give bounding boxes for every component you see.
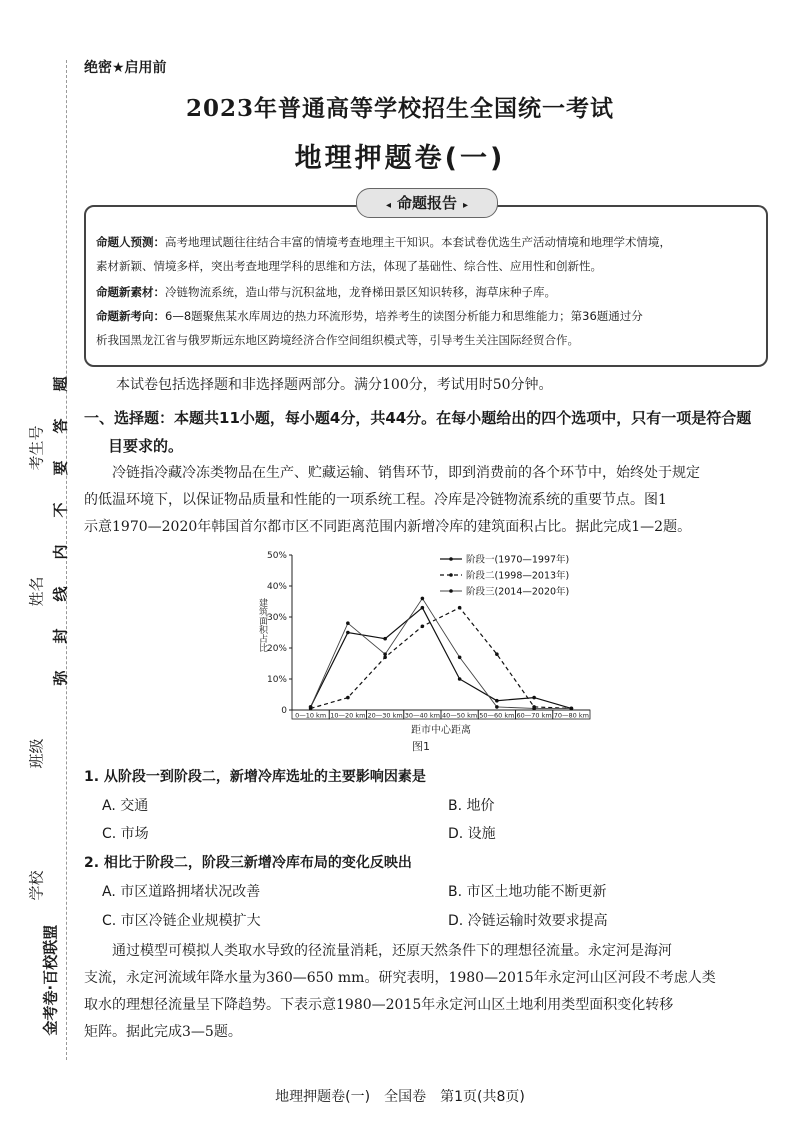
data-point: [383, 652, 387, 656]
y-tick-label: 30%: [266, 613, 287, 623]
data-point: [346, 621, 350, 625]
data-point: [421, 597, 425, 601]
section-heading: 一、选择题：本题共11小题，每小题4分，共44分。在每小题给出的四个选项中，只有一项是符合题 目要求的。: [84, 409, 752, 455]
y-tick-label: 20%: [266, 644, 287, 654]
report-line: 素材新颖、情境多样，突出考查地理学科的思维和方法，体现了基础性、综合性、应用性和创新性。: [96, 259, 602, 273]
x-tick-label: 60—70 km: [516, 711, 552, 720]
data-point: [495, 705, 499, 709]
intro-text: 本试卷包括选择题和非选择题两部分。满分100分，考试用时50分钟。: [116, 377, 553, 393]
data-point: [532, 696, 536, 700]
data-point: [495, 699, 499, 703]
y-tick-label: 50%: [266, 551, 287, 561]
option-1c[interactable]: C. 市场: [102, 826, 149, 842]
option-2d[interactable]: D. 冷链运输时效要求提高: [448, 913, 608, 929]
option-2b[interactable]: B. 市区土地功能不断更新: [448, 884, 607, 900]
name-label: 姓名: [27, 576, 46, 607]
x-tick-label: 10—20 km: [330, 711, 366, 720]
option-2c[interactable]: C. 市区冷链企业规模扩大: [102, 913, 261, 929]
data-point: [383, 656, 387, 660]
data-point: [421, 606, 425, 610]
question-1-stem: 1. 从阶段一到阶段二，新增冷库选址的主要影响因素是: [84, 769, 426, 785]
report-line: 析我国黑龙江省与俄罗斯远东地区跨境经济合作空间组织模式等，引导考生关注国际经贸合作。: [96, 333, 579, 347]
series-line-1: [311, 608, 572, 709]
data-point: [570, 707, 574, 711]
report-line: 命题人预测：高考地理试题往往结合丰富的情境考查地理主干知识。本套试卷优选生产活动情境和地理学术情境，: [96, 235, 671, 249]
data-point: [383, 637, 387, 641]
exam-title: 2023年普通高等学校招生全国统一考试: [185, 95, 614, 122]
confidential-label: 绝密★启用前: [84, 60, 167, 76]
legend-label: 阶段三(2014—2020年): [466, 586, 570, 598]
option-1b[interactable]: B. 地价: [448, 798, 495, 814]
x-tick-label: 50—60 km: [479, 711, 515, 720]
passage-1: 冷链指冷藏冷冻类物品在生产、贮藏运输、销售环节，即到消费前的各个环节中，始终处于规定 的低温环境下，以保证物品质量和性能的一项系统工程。冷库是冷链物流系统的重要节点。图1 示意1970—2020年韩国首尔都市区不同距离范围内新增冷库的建筑面积占比。据此完成1—2题。: [84, 465, 700, 535]
class-label: 班级: [27, 738, 46, 769]
y-tick-label: 10%: [266, 675, 287, 685]
data-point: [458, 656, 462, 660]
series-line-2: [311, 608, 572, 709]
report-line: 命题新考向：6—8题聚焦某水库周边的热力环流形势，培养考生的读图分析能力和思维能力；第36题通过分: [96, 309, 643, 323]
data-point: [421, 625, 425, 629]
legend-marker: [449, 557, 453, 561]
right-arrow-icon: ▸: [463, 200, 469, 211]
data-point: [346, 696, 350, 700]
data-point: [495, 652, 499, 656]
report-tab-label: 命题报告: [396, 194, 457, 212]
exam-no-label: 考生号: [27, 425, 46, 471]
data-point: [309, 705, 313, 709]
legend-label: 阶段二(1998—2013年): [466, 570, 570, 582]
page-footer: 地理押题卷(一) 全国卷 第1页(共8页): [275, 1089, 525, 1105]
x-tick-label: 40—50 km: [442, 711, 478, 720]
report-tab: [356, 188, 498, 218]
paper-title: 地理押题卷(一): [294, 143, 506, 174]
y-axis-label: 建筑面积占比: [257, 598, 267, 652]
passage-2: 通过模型可模拟人类取水导致的径流量消耗，还原天然条件下的理想径流量。永定河是海河 支流，永定河流域年降水量为360—650 mm。研究表明，1980—2015年永定河山区河段不考虑人类 取水的理想径流量呈下降趋势。下表示意1980—2015年永定河山区土地利用类型面积变化转移 矩阵。据此完成3—5题。: [84, 943, 716, 1040]
legend-marker: [449, 573, 453, 577]
option-1d[interactable]: D. 设施: [448, 826, 496, 842]
x-tick-label: 70—80 km: [553, 711, 589, 720]
legend-label: 阶段一(1970—1997年): [466, 554, 570, 566]
data-point: [458, 606, 462, 610]
report-line: 命题新素材：冷链物流系统，造山带与沉积盆地，龙脊梯田景区知识转移，海草床种子库。: [96, 285, 556, 299]
data-point: [532, 707, 536, 711]
option-1a[interactable]: A. 交通: [102, 798, 149, 814]
school-label: 学校: [27, 870, 46, 901]
x-axis-label: 距市中心距离: [411, 725, 471, 736]
x-tick-label: 20—30 km: [367, 711, 403, 720]
line-chart: [250, 545, 600, 755]
left-arrow-icon: ◂: [385, 200, 391, 211]
option-2a[interactable]: A. 市区道路拥堵状况改善: [102, 884, 261, 900]
y-tick-label: 40%: [266, 582, 287, 592]
chart-caption: 图1: [412, 740, 430, 753]
data-point: [346, 631, 350, 635]
question-2-stem: 2. 相比于阶段二，阶段三新增冷库布局的变化反映出: [84, 855, 412, 871]
series-line-3: [311, 598, 572, 708]
brand-label: 金考卷·百校联盟: [41, 924, 60, 1036]
legend-marker: [449, 589, 453, 593]
x-tick-label: 30—40 km: [404, 711, 440, 720]
x-tick-label: 0—10 km: [295, 711, 327, 720]
y-tick-label: 0: [281, 706, 287, 716]
data-point: [458, 677, 462, 681]
seal-instruction: 弥 封 线 内 不 要 答 题: [51, 370, 70, 686]
